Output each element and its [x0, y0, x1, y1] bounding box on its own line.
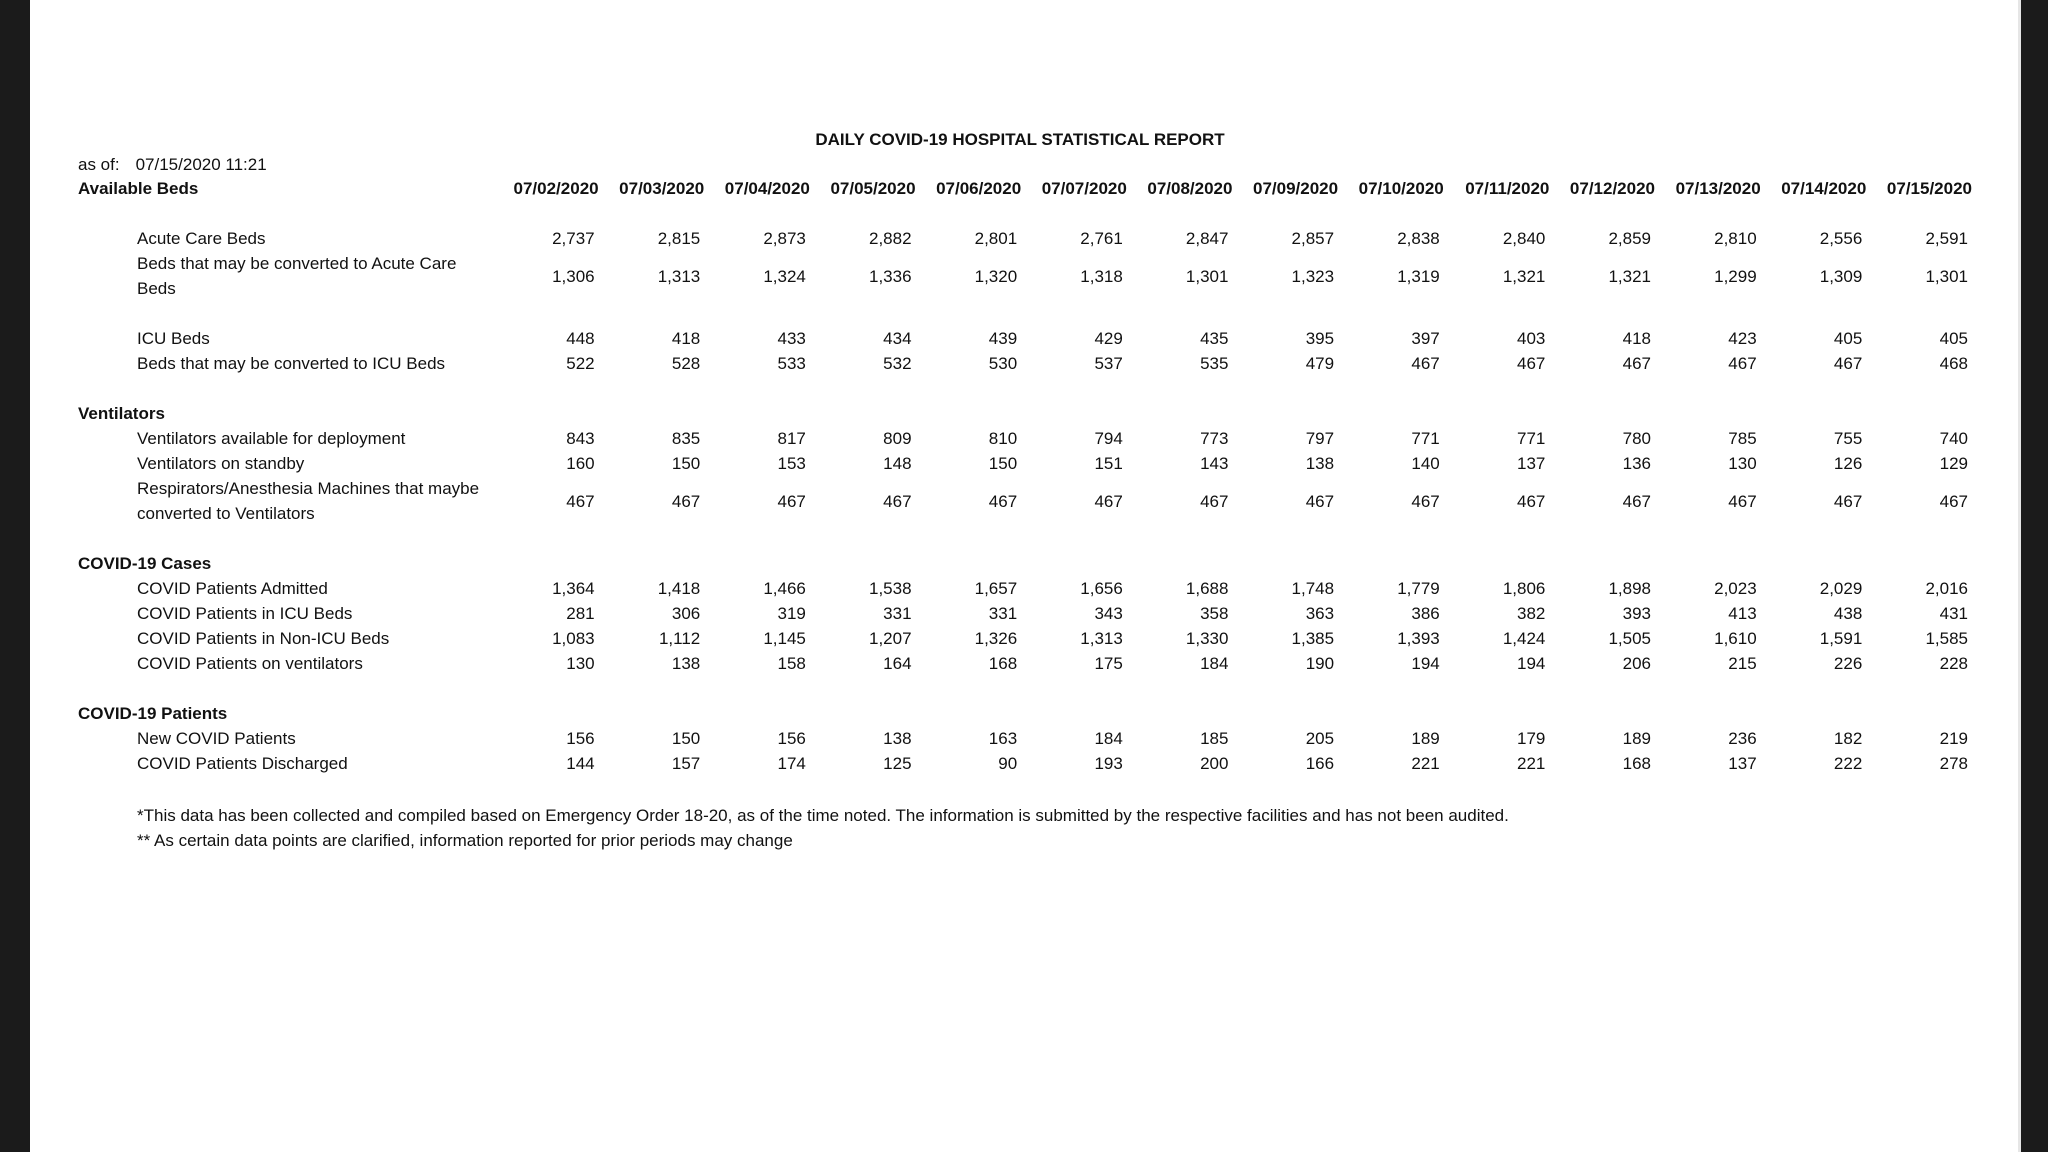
table-cell: 144 — [566, 754, 595, 773]
table-cell: 1,321 — [1502, 266, 1546, 286]
table-cell: 439 — [988, 329, 1018, 348]
table-cell: 532 — [883, 354, 912, 373]
table-cell: 331 — [883, 604, 912, 623]
table-cell: 835 — [671, 429, 701, 448]
table-cell: 405 — [1939, 329, 1968, 348]
footnotes — [137, 803, 1509, 853]
table-cell: 175 — [1094, 654, 1123, 673]
table-cell: 533 — [777, 354, 806, 373]
table-cell: 429 — [1094, 329, 1123, 348]
table-cell: 843 — [566, 429, 595, 448]
row-label: COVID Patients on ventilators — [137, 654, 363, 673]
date-column-header: 07/11/2020 — [1465, 179, 1550, 198]
table-cell: 1,688 — [1185, 579, 1229, 598]
table-cell: 1,418 — [657, 579, 701, 598]
table-cell: 1,112 — [658, 629, 701, 648]
date-column-header: 07/09/2020 — [1253, 179, 1339, 198]
spacer-row — [78, 301, 1978, 326]
row-label: Beds that may be converted to Acute Care Beds — [137, 254, 457, 298]
table-cell: 1,313 — [1080, 629, 1123, 648]
table-cell: 160 — [566, 454, 595, 473]
table-cell: 1,320 — [974, 266, 1018, 286]
table-cell: 1,306 — [552, 266, 595, 286]
section-title: COVID-19 Patients — [78, 704, 228, 723]
table-cell: 467 — [1200, 491, 1229, 511]
spacer-row — [78, 676, 1978, 701]
row-label: New COVID Patients — [137, 729, 296, 748]
section-title: Ventilators — [78, 404, 165, 423]
table-cell: 125 — [883, 754, 912, 773]
table-cell: 467 — [1833, 354, 1863, 373]
table-cell: 431 — [1939, 604, 1968, 623]
table-cell: 522 — [566, 354, 595, 373]
table-cell: 1,748 — [1291, 579, 1335, 598]
table-cell: 130 — [1728, 454, 1757, 473]
table-cell: 1,585 — [1925, 629, 1968, 648]
table-cell: 331 — [988, 604, 1018, 623]
table-cell: 794 — [1094, 429, 1123, 448]
table-cell: 467 — [1517, 491, 1546, 511]
table-cell: 1,326 — [974, 629, 1018, 648]
table-cell: 1,898 — [1608, 579, 1652, 598]
table-cell: 126 — [1833, 454, 1863, 473]
spacer-row — [78, 201, 1978, 226]
table-cell: 405 — [1833, 329, 1863, 348]
table-cell: 1,424 — [1502, 629, 1546, 648]
table-cell: 2,840 — [1502, 229, 1546, 248]
table-cell: 403 — [1517, 329, 1546, 348]
table-cell: 363 — [1305, 604, 1335, 623]
table-cell: 530 — [988, 354, 1018, 373]
date-column-header: 07/12/2020 — [1569, 179, 1656, 198]
table-cell: 467 — [1517, 354, 1546, 373]
table-row — [78, 601, 1978, 626]
table-cell: 137 — [1517, 454, 1546, 473]
table-cell: 215 — [1728, 654, 1757, 673]
table-cell: 153 — [777, 454, 806, 473]
table-row — [78, 626, 1978, 651]
table-cell: 1,538 — [868, 579, 912, 598]
table-cell: 1,385 — [1291, 629, 1335, 648]
table-cell: 2,801 — [974, 229, 1018, 248]
table-cell: 157 — [671, 754, 701, 773]
table-cell: 219 — [1939, 729, 1968, 748]
table-cell: 479 — [1305, 354, 1335, 373]
row-label: Beds that may be converted to ICU Beds — [137, 354, 446, 373]
table-cell: 1,393 — [1397, 629, 1440, 648]
table-cell: 448 — [566, 329, 595, 348]
date-column-header: 07/07/2020 — [1041, 179, 1127, 198]
table-cell: 166 — [1305, 754, 1335, 773]
table-cell: 136 — [1622, 454, 1652, 473]
table-cell: 434 — [883, 329, 912, 348]
date-column-header: 07/04/2020 — [724, 179, 810, 198]
table-cell: 222 — [1833, 754, 1863, 773]
table-cell: 182 — [1833, 729, 1863, 748]
table-cell: 150 — [671, 454, 701, 473]
table-cell: 467 — [1411, 354, 1440, 373]
table-cell: 319 — [777, 604, 806, 623]
table-cell: 467 — [1094, 491, 1123, 511]
table-cell: 179 — [1517, 729, 1546, 748]
table-cell: 206 — [1622, 654, 1652, 673]
table-cell: 150 — [988, 454, 1018, 473]
table-row — [78, 651, 1978, 676]
table-cell: 468 — [1939, 354, 1968, 373]
row-label: Ventilators available for deployment — [137, 429, 406, 448]
date-column-header: 07/08/2020 — [1147, 179, 1233, 198]
table-row — [78, 251, 1978, 301]
table-cell: 174 — [777, 754, 806, 773]
table-cell: 2,838 — [1397, 229, 1440, 248]
table-cell: 1,318 — [1080, 266, 1123, 286]
footnote-2: ** As certain data points are clarified, information reported for prior periods may change — [137, 831, 793, 850]
table-cell: 163 — [988, 729, 1018, 748]
table-row — [78, 326, 1978, 351]
table-cell: 194 — [1517, 654, 1546, 673]
table-cell: 184 — [1200, 654, 1229, 673]
table-cell: 1,309 — [1819, 266, 1863, 286]
table-cell: 433 — [777, 329, 806, 348]
date-column-header: 07/15/2020 — [1886, 179, 1972, 198]
table-cell: 1,301 — [1185, 266, 1229, 286]
row-label: COVID Patients Admitted — [137, 579, 328, 598]
table-cell: 137 — [1728, 754, 1757, 773]
table-cell: 189 — [1622, 729, 1652, 748]
table-cell: 358 — [1200, 604, 1229, 623]
table-cell: 438 — [1833, 604, 1863, 623]
table-cell: 193 — [1094, 754, 1123, 773]
table-cell: 2,029 — [1819, 579, 1863, 598]
date-column-header: 07/14/2020 — [1781, 179, 1867, 198]
table-cell: 2,873 — [763, 229, 806, 248]
table-cell: 156 — [777, 729, 806, 748]
table-cell: 343 — [1094, 604, 1123, 623]
table-cell: 129 — [1939, 454, 1968, 473]
table-cell: 395 — [1305, 329, 1335, 348]
table-cell: 140 — [1411, 454, 1440, 473]
table-cell: 771 — [1411, 429, 1440, 448]
as-of-line — [78, 155, 267, 175]
table-cell: 2,737 — [552, 229, 595, 248]
table-cell: 226 — [1833, 654, 1863, 673]
row-label: COVID Patients in Non-ICU Beds — [137, 629, 390, 648]
spacer-row — [78, 526, 1978, 551]
table-row — [78, 226, 1978, 251]
table-cell: 1,364 — [552, 579, 595, 598]
table-cell: 785 — [1728, 429, 1757, 448]
section-header-row — [78, 401, 1978, 426]
report-page — [30, 0, 2018, 1152]
spacer-row — [78, 376, 1978, 401]
table-cell: 467 — [1939, 491, 1968, 511]
table-cell: 2,857 — [1291, 229, 1335, 248]
table-row — [78, 426, 1978, 451]
table-cell: 467 — [1622, 354, 1652, 373]
table-cell: 1,323 — [1291, 266, 1335, 286]
table-cell: 1,610 — [1714, 629, 1757, 648]
table-cell: 143 — [1200, 454, 1229, 473]
table-cell: 281 — [566, 604, 595, 623]
table-cell: 190 — [1305, 654, 1335, 673]
table-cell: 817 — [777, 429, 806, 448]
table-cell: 1,324 — [763, 266, 806, 286]
table-cell: 809 — [883, 429, 912, 448]
table-cell: 467 — [1728, 491, 1757, 511]
table-cell: 528 — [671, 354, 701, 373]
date-column-header: 07/10/2020 — [1358, 179, 1444, 198]
section-header-row — [78, 176, 1978, 201]
table-cell: 1,656 — [1080, 579, 1123, 598]
table-cell: 164 — [883, 654, 912, 673]
table-cell: 221 — [1517, 754, 1546, 773]
table-cell: 773 — [1200, 429, 1229, 448]
table-cell: 306 — [671, 604, 701, 623]
statistics-table — [78, 176, 1978, 776]
table-cell: 150 — [671, 729, 701, 748]
table-cell: 1,505 — [1608, 629, 1652, 648]
row-label: Respirators/Anesthesia Machines that maybe converted to Ventilators — [137, 479, 480, 523]
table-cell: 467 — [1411, 491, 1440, 511]
table-cell: 278 — [1939, 754, 1968, 773]
table-cell: 418 — [1622, 329, 1652, 348]
table-cell: 236 — [1728, 729, 1757, 748]
table-cell: 148 — [883, 454, 912, 473]
table-cell: 185 — [1200, 729, 1229, 748]
table-cell: 2,859 — [1608, 229, 1652, 248]
table-cell: 1,319 — [1397, 266, 1440, 286]
table-cell: 130 — [566, 654, 595, 673]
table-cell: 158 — [777, 654, 806, 673]
table-cell: 168 — [988, 654, 1018, 673]
date-column-header: 07/02/2020 — [513, 179, 599, 198]
as-of-label: as of: — [78, 155, 120, 174]
table-cell: 221 — [1411, 754, 1440, 773]
table-cell: 1,591 — [1819, 629, 1863, 648]
table-cell: 397 — [1411, 329, 1440, 348]
table-row — [78, 476, 1978, 526]
report-title: DAILY COVID-19 HOSPITAL STATISTICAL REPORT — [815, 130, 1225, 149]
table-cell: 2,016 — [1925, 579, 1968, 598]
row-label: ICU Beds — [137, 329, 210, 348]
as-of-value: 07/15/2020 11:21 — [135, 155, 267, 174]
table-cell: 2,761 — [1080, 229, 1123, 248]
table-cell: 168 — [1622, 754, 1652, 773]
table-cell: 2,556 — [1819, 229, 1863, 248]
row-label: COVID Patients Discharged — [137, 754, 348, 773]
table-cell: 393 — [1622, 604, 1652, 623]
page-edge — [2018, 0, 2021, 1152]
table-cell: 467 — [566, 491, 595, 511]
table-cell: 467 — [1833, 491, 1863, 511]
table-cell: 755 — [1833, 429, 1863, 448]
row-label: Acute Care Beds — [137, 229, 266, 248]
table-cell: 535 — [1200, 354, 1229, 373]
table-cell: 1,301 — [1925, 266, 1968, 286]
table-cell: 467 — [671, 491, 701, 511]
table-row — [78, 751, 1978, 776]
table-row — [78, 726, 1978, 751]
table-cell: 2,815 — [657, 229, 701, 248]
table-cell: 156 — [566, 729, 595, 748]
table-cell: 810 — [988, 429, 1018, 448]
footnote-1: *This data has been collected and compiled based on Emergency Order 18-20, as of the time noted. The information is submitted by the respective facilities and has not been audited. — [137, 806, 1509, 825]
table-cell: 1,321 — [1608, 266, 1652, 286]
row-label: Ventilators on standby — [137, 454, 305, 473]
table-cell: 138 — [1305, 454, 1335, 473]
table-cell: 1,313 — [657, 266, 701, 286]
table-cell: 228 — [1939, 654, 1968, 673]
table-cell: 780 — [1622, 429, 1652, 448]
table-cell: 1,299 — [1714, 266, 1757, 286]
table-row — [78, 576, 1978, 601]
table-cell: 1,657 — [974, 579, 1018, 598]
date-column-header: 07/05/2020 — [830, 179, 916, 198]
section-title: COVID-19 Cases — [78, 554, 212, 573]
table-cell: 423 — [1728, 329, 1757, 348]
table-cell: 467 — [1728, 354, 1757, 373]
section-header-row — [78, 701, 1978, 726]
table-cell: 1,466 — [763, 579, 806, 598]
table-cell: 386 — [1411, 604, 1440, 623]
table-cell: 413 — [1728, 604, 1757, 623]
table-cell: 771 — [1517, 429, 1546, 448]
table-cell: 2,810 — [1714, 229, 1757, 248]
table-row — [78, 351, 1978, 376]
table-cell: 184 — [1094, 729, 1123, 748]
table-cell: 200 — [1200, 754, 1229, 773]
table-cell: 467 — [883, 491, 912, 511]
table-cell: 467 — [1305, 491, 1335, 511]
table-cell: 537 — [1094, 354, 1123, 373]
table-cell: 467 — [988, 491, 1018, 511]
row-label: COVID Patients in ICU Beds — [137, 604, 353, 623]
table-cell: 151 — [1094, 454, 1123, 473]
table-cell: 797 — [1305, 429, 1335, 448]
table-cell: 2,847 — [1185, 229, 1229, 248]
table-cell: 418 — [671, 329, 701, 348]
section-header-row — [78, 551, 1978, 576]
table-cell: 1,806 — [1502, 579, 1546, 598]
table-cell: 2,023 — [1714, 579, 1757, 598]
table-cell: 90 — [998, 754, 1018, 773]
date-column-header: 07/13/2020 — [1675, 179, 1761, 198]
table-cell: 194 — [1411, 654, 1440, 673]
table-cell: 1,330 — [1185, 629, 1229, 648]
table-cell: 1,083 — [552, 629, 595, 648]
table-cell: 1,145 — [763, 629, 806, 648]
table-cell: 205 — [1305, 729, 1335, 748]
date-column-header: 07/06/2020 — [936, 179, 1022, 198]
table-cell: 740 — [1939, 429, 1968, 448]
table-cell: 467 — [777, 491, 806, 511]
table-cell: 467 — [1622, 491, 1652, 511]
table-cell: 435 — [1200, 329, 1229, 348]
table-cell: 2,591 — [1925, 229, 1968, 248]
table-cell: 138 — [883, 729, 912, 748]
table-cell: 189 — [1411, 729, 1440, 748]
table-cell: 138 — [671, 654, 701, 673]
table-row — [78, 451, 1978, 476]
table-cell: 1,779 — [1397, 579, 1440, 598]
table-cell: 1,336 — [868, 266, 912, 286]
table-cell: 382 — [1517, 604, 1546, 623]
date-column-header: 07/03/2020 — [619, 179, 705, 198]
section-title: Available Beds — [78, 179, 199, 198]
table-cell: 1,207 — [868, 629, 912, 648]
table-cell: 2,882 — [868, 229, 912, 248]
